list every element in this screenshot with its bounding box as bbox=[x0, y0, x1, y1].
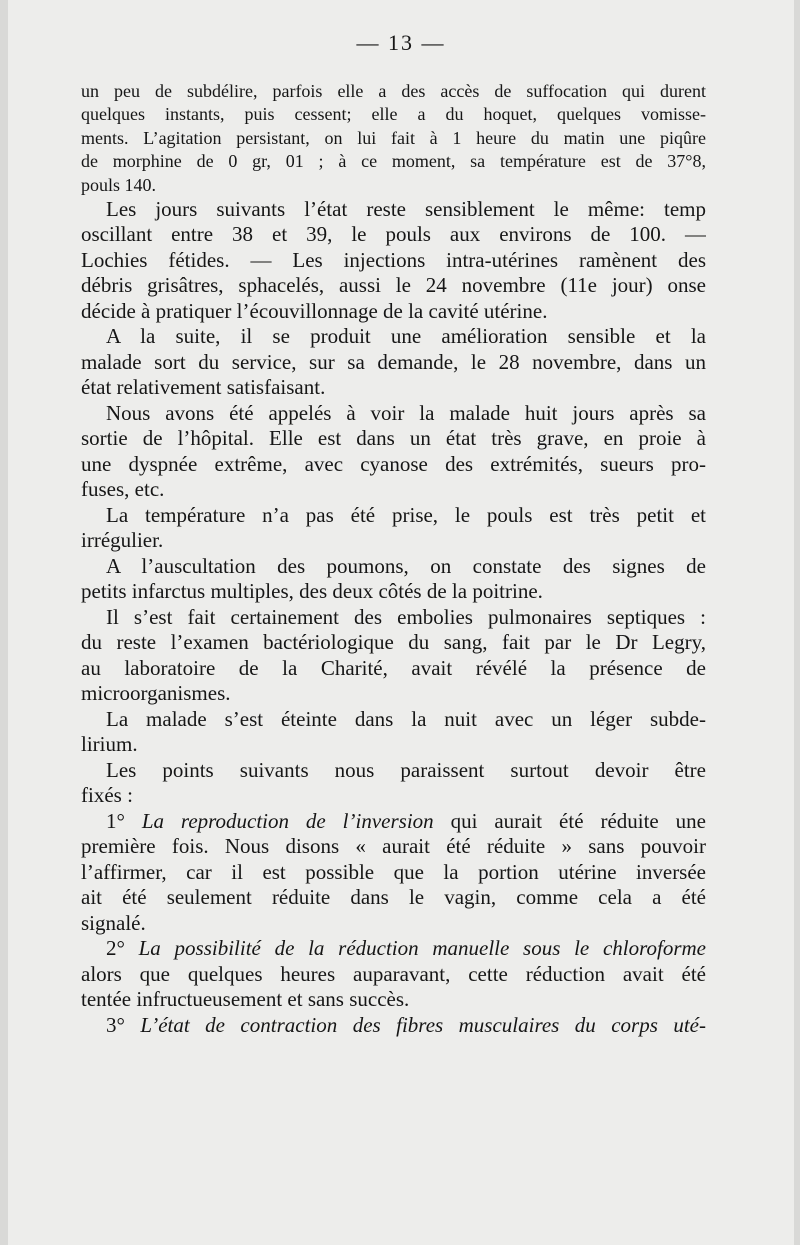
text-segment: La malade s’est éteinte dans la nuit avec un léger subde- bbox=[106, 706, 706, 731]
text-line bbox=[81, 987, 706, 1013]
text-segment: du reste l’examen bactériologique du sang, fait par le Dr Legry, bbox=[81, 630, 706, 655]
text-line bbox=[81, 681, 706, 707]
text-segment: sortie de l’hôpital. Elle est dans un état très grave, en proie à bbox=[81, 426, 706, 451]
text-line bbox=[81, 962, 706, 988]
text-segment: de morphine de 0 gr, 01 ; à ce moment, sa température est de 37°8, bbox=[81, 151, 706, 172]
text-line bbox=[81, 197, 706, 223]
text-line bbox=[81, 426, 706, 452]
text-line bbox=[81, 707, 706, 733]
text-line bbox=[81, 860, 706, 886]
text-line bbox=[81, 299, 706, 325]
text-segment: tentée infructueusement et sans succès. bbox=[81, 987, 410, 1012]
text-line bbox=[81, 127, 706, 150]
text-segment: décide à pratiquer l’écouvillonnage de la cavité utérine. bbox=[81, 298, 548, 323]
italic-text: La possibilité de la réduction manuelle sous le chloroforme bbox=[138, 936, 706, 961]
text-line bbox=[81, 174, 706, 197]
text-segment: petits infarctus multiples, des deux côtés de la poitrine. bbox=[81, 579, 543, 604]
text-line bbox=[81, 911, 706, 937]
book-page bbox=[8, 0, 794, 1245]
text-line bbox=[81, 758, 706, 784]
text-segment: ait été seulement réduite dans le vagin, comme cela a été bbox=[81, 885, 706, 910]
text-line bbox=[81, 503, 706, 529]
text-line bbox=[81, 579, 706, 605]
text-line bbox=[81, 605, 706, 631]
text-line bbox=[81, 554, 706, 580]
text-segment: oscillant entre 38 et 39, le pouls aux environs de 100. — bbox=[81, 222, 706, 247]
text-segment: première fois. Nous disons « aurait été réduite » sans pouvoir bbox=[81, 834, 706, 859]
text-line bbox=[81, 350, 706, 376]
text-line bbox=[81, 477, 706, 503]
text-line bbox=[81, 248, 706, 274]
text-line bbox=[81, 834, 706, 860]
text-line bbox=[81, 150, 706, 173]
text-line bbox=[81, 80, 706, 103]
text-line bbox=[81, 273, 706, 299]
text-line bbox=[81, 1013, 706, 1039]
text-segment: A l’auscultation des poumons, on constate des signes de bbox=[106, 553, 706, 578]
text-segment: Lochies fétides. — Les injections intra-utérines ramènent des bbox=[81, 247, 706, 272]
text-segment: Il s’est fait certainement des embolies pulmonaires septiques : bbox=[106, 604, 706, 629]
text-segment: débris grisâtres, sphacelés, aussi le 24 novembre (11e jour) onse bbox=[81, 273, 706, 298]
text-line bbox=[81, 528, 706, 554]
text-segment: A la suite, il se produit une amélioration sensible et la bbox=[106, 324, 706, 349]
text-segment: alors que quelques heures auparavant, cette réduction avait été bbox=[81, 961, 706, 986]
text-line bbox=[81, 375, 706, 401]
text-segment: qui aurait été réduite une bbox=[433, 808, 706, 833]
text-segment: La température n’a pas été prise, le pouls est très petit et bbox=[106, 502, 706, 527]
text-segment: au laboratoire de la Charité, avait révélé la présence de bbox=[81, 655, 706, 680]
text-segment: un peu de subdélire, parfois elle a des accès de suffocation qui durent bbox=[81, 81, 706, 101]
text-line bbox=[81, 324, 706, 350]
text-segment: 2° bbox=[106, 936, 139, 961]
text-segment: Les points suivants nous paraissent surtout devoir être bbox=[106, 757, 706, 782]
text-line bbox=[81, 783, 706, 809]
text-segment: microorganismes. bbox=[81, 681, 231, 706]
text-segment: une dyspnée extrême, avec cyanose des extrémités, sueurs pro- bbox=[81, 451, 706, 476]
text-segment: 1° bbox=[106, 808, 142, 833]
text-segment: fuses, etc. bbox=[81, 477, 165, 502]
text-line bbox=[81, 936, 706, 962]
text-segment: fixés : bbox=[81, 783, 133, 808]
italic-text: L’état de contraction des fibres musculaires du corps uté- bbox=[140, 1012, 706, 1037]
text-line bbox=[81, 630, 706, 656]
text-segment: irrégulier. bbox=[81, 528, 164, 553]
text-segment: malade sort du service, sur sa demande, le 28 novembre, dans un bbox=[81, 349, 706, 374]
text-line bbox=[81, 885, 706, 911]
text-segment: l’affirmer, car il est possible que la portion utérine inversée bbox=[81, 859, 706, 884]
italic-text: La reproduction de l’inversion bbox=[141, 808, 434, 833]
text-line bbox=[81, 656, 706, 682]
page-number: — 13 — bbox=[356, 30, 446, 55]
text-line bbox=[81, 732, 706, 758]
text-line bbox=[81, 222, 706, 248]
text-segment: ments. L’agitation persistant, on lui fait à 1 heure du matin une piqûre bbox=[81, 127, 706, 148]
text-line bbox=[81, 401, 706, 427]
text-segment: signalé. bbox=[81, 910, 146, 935]
text-segment: Les jours suivants l’état reste sensiblement le même: temp bbox=[106, 196, 706, 221]
text-segment: pouls 140. bbox=[81, 174, 157, 195]
text-segment: état relativement satisfaisant. bbox=[81, 375, 326, 400]
text-segment: lirium. bbox=[81, 732, 138, 757]
text-line bbox=[81, 809, 706, 835]
text-line bbox=[81, 103, 706, 126]
text-line bbox=[81, 452, 706, 478]
text-segment: Nous avons été appelés à voir la malade huit jours après sa bbox=[106, 400, 706, 425]
body-text bbox=[81, 80, 706, 1038]
text-segment: 3° bbox=[106, 1012, 141, 1037]
text-segment: quelques instants, puis cessent; elle a du hoquet, quelques vomisse- bbox=[81, 104, 706, 125]
